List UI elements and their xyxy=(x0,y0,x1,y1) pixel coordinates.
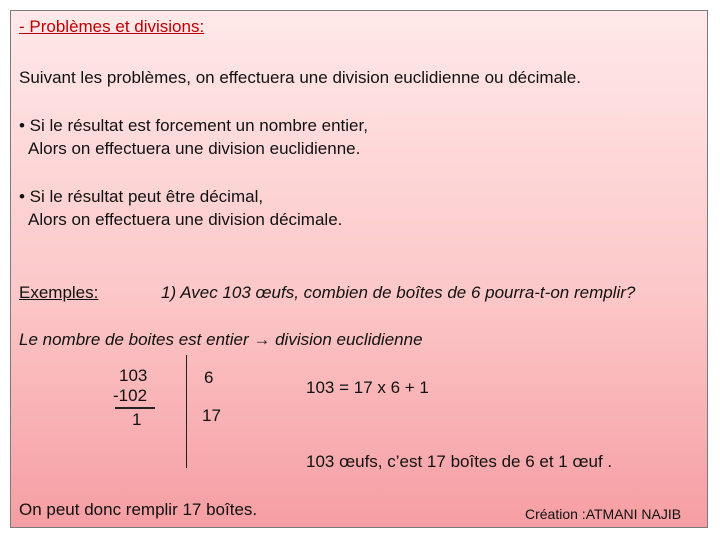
equation: 103 = 17 x 6 + 1 xyxy=(306,378,429,397)
division-vertical-line xyxy=(186,355,187,468)
bullet-1-line-1: • Si le résultat est forcement un nombre entier, xyxy=(19,116,368,135)
subtraction-line xyxy=(115,407,155,409)
examples-label: Exemples: xyxy=(19,283,99,302)
conclusion-text: Le nombre de boites est entier → division euclidienne xyxy=(19,330,423,349)
example-1-question: 1) Avec 103 œufs, combien de boîtes de 6 pourra-t-on remplir? xyxy=(161,283,636,302)
bullet-2-line-1: • Si le résultat peut être décimal, xyxy=(19,187,264,206)
intro-text: Suivant les problèmes, on effectuera une division euclidienne ou décimale. xyxy=(19,68,581,87)
final-answer: On peut donc remplir 17 boîtes. xyxy=(19,500,258,519)
slide xyxy=(10,10,708,528)
page-title: - Problèmes et divisions: xyxy=(19,17,205,36)
result-sentence: 103 œufs, c’est 17 boîtes de 6 et 1 œuf . xyxy=(306,452,613,471)
remainder: 1 xyxy=(132,410,142,429)
quotient: 17 xyxy=(202,406,221,425)
bullet-2-line-2: Alors on effectuera une division décimale. xyxy=(28,210,343,229)
divisor: 6 xyxy=(204,368,214,387)
bullet-1-line-2: Alors on effectuera une division euclidienne. xyxy=(28,139,361,158)
dividend: 103 xyxy=(119,366,148,385)
credit-text: Création :ATMANI NAJIB xyxy=(525,506,682,522)
subtract-value: -102 xyxy=(113,386,148,405)
